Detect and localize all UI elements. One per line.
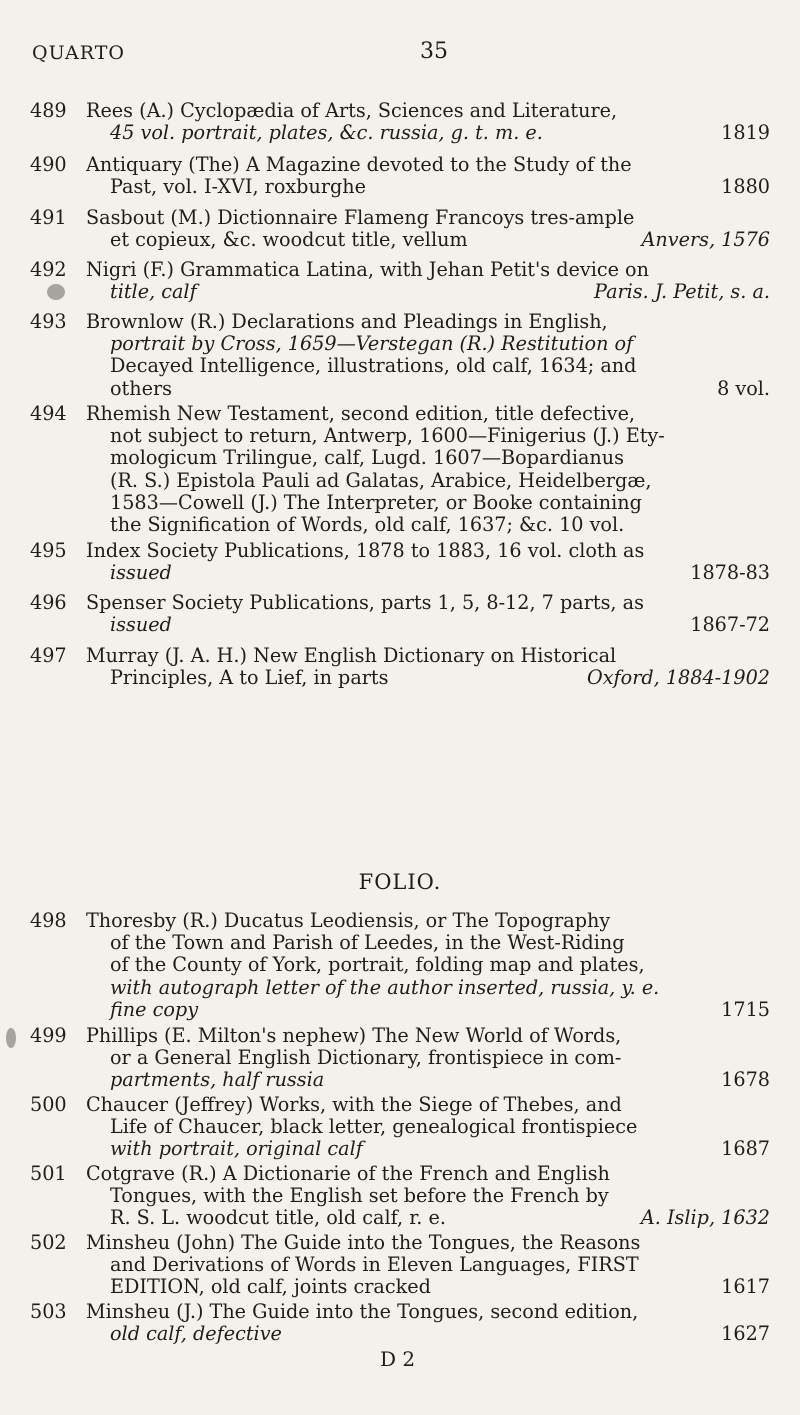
lot-line: with autograph letter of the author inserted, russia, y. e. <box>110 976 660 999</box>
lot-volumes: 8 vol. <box>717 377 770 400</box>
lot-491 <box>30 207 770 251</box>
lot-line: Minsheu (John) The Guide into the Tongues, the Reasons <box>86 1232 641 1254</box>
lot-503 <box>30 1301 770 1345</box>
lot-line: Decayed Intelligence, illustrations, old calf, 1634; and <box>110 355 637 378</box>
lot-line: Phillips (E. Milton's nephew) The New World of Words, <box>86 1025 622 1047</box>
lot-date: Anvers, 1576 <box>641 229 770 252</box>
lot-detail: old calf, defective <box>110 1323 282 1346</box>
lot-line: Spenser Society Publications, parts 1, 5, 8-12, 7 parts, as <box>86 592 644 614</box>
lot-line <box>86 229 770 251</box>
lot-number: 489 <box>30 99 67 122</box>
lot-line: mologicum Trilingue, calf, Lugd. 1607—Bopardianus <box>110 447 624 470</box>
lot-date: 1715 <box>721 998 770 1021</box>
lot-490 <box>30 154 770 198</box>
lot-date: 1678 <box>721 1069 770 1092</box>
running-title: QUARTO <box>32 42 125 64</box>
lot-line <box>86 1323 770 1345</box>
lot-line: Tongues, with the English set before the French by <box>110 1185 609 1208</box>
lot-line <box>86 1138 770 1160</box>
lot-line: Brownlow (R.) Declarations and Pleadings in English, <box>86 311 608 333</box>
lot-line <box>86 176 770 198</box>
lot-number: 497 <box>30 644 67 667</box>
lot-495 <box>30 540 770 584</box>
lot-detail: issued <box>110 562 172 585</box>
lot-detail: with portrait, original calf <box>110 1138 363 1161</box>
lot-494 <box>30 403 770 536</box>
lot-499 <box>30 1025 770 1092</box>
lot-500 <box>30 1094 770 1161</box>
lot-493 <box>30 311 770 400</box>
lot-date: A. Islip, 1632 <box>640 1207 770 1230</box>
running-header <box>32 39 772 72</box>
lot-number: 499 <box>30 1024 67 1047</box>
lot-line: Thoresby (R.) Ducatus Leodiensis, or The Topography <box>86 910 611 932</box>
lot-number: 495 <box>30 539 67 562</box>
lot-number: 493 <box>30 310 67 333</box>
lot-line <box>86 999 770 1021</box>
lot-line: Nigri (F.) Grammatica Latina, with Jehan Petit's device on <box>86 259 649 281</box>
lot-number: 494 <box>30 402 67 425</box>
lot-detail: EDITION, old calf, joints cracked <box>110 1276 431 1299</box>
lot-line: Life of Chaucer, black letter, genealogical frontispiece <box>110 1116 638 1139</box>
lot-line: Rees (A.) Cyclopædia of Arts, Sciences and Literature, <box>86 100 618 122</box>
lot-number: 500 <box>30 1093 67 1116</box>
lot-489 <box>30 100 770 144</box>
lot-detail: 45 vol. portrait, plates, &c. russia, g. t. m. e. <box>110 122 543 145</box>
lot-line: or a General English Dictionary, frontispiece in com- <box>110 1047 622 1070</box>
lot-detail: issued <box>110 614 172 637</box>
lot-number: 490 <box>30 153 67 176</box>
lot-line: Index Society Publications, 1878 to 1883, 16 vol. cloth as <box>86 540 645 562</box>
lot-501 <box>30 1163 770 1230</box>
lot-line <box>86 378 770 400</box>
lot-detail: title, calf <box>110 281 197 304</box>
lot-502 <box>30 1232 770 1299</box>
lot-line: Antiquary (The) A Magazine devoted to the Study of the <box>86 154 632 176</box>
lot-line: Cotgrave (R.) A Dictionarie of the French and English <box>86 1163 610 1185</box>
lot-date: 1880 <box>721 176 770 199</box>
lot-line: (R. S.) Epistola Pauli ad Galatas, Arabice, Heidelbergæ, <box>110 469 652 492</box>
lot-line: and Derivations of Words in Eleven Languages, FIRST <box>110 1254 639 1277</box>
section-heading-folio: FOLIO. <box>358 870 442 894</box>
lot-detail: Past, vol. I-XVI, roxburghe <box>110 176 366 199</box>
lot-line: Sasbout (M.) Dictionnaire Flameng Francoys tres-ample <box>86 207 635 229</box>
lot-detail: Principles, A to Lief, in parts <box>110 667 389 690</box>
lot-detail: others <box>110 377 172 400</box>
lot-date: 1687 <box>721 1138 770 1161</box>
lot-number: 492 <box>30 258 67 281</box>
lot-line: of the Town and Parish of Leedes, in the West-Riding <box>110 932 625 955</box>
lot-number: 498 <box>30 909 67 932</box>
lot-497 <box>30 645 770 689</box>
lot-line: Chaucer (Jeffrey) Works, with the Siege of Thebes, and <box>86 1094 622 1116</box>
lot-date: 1867-72 <box>690 614 770 637</box>
lot-detail: partments, half russia <box>110 1069 325 1092</box>
ink-blot-decoration <box>47 284 65 300</box>
lot-detail: fine copy <box>110 998 199 1021</box>
lot-line <box>86 281 770 303</box>
lot-date: Paris. J. Petit, s. a. <box>594 281 770 304</box>
lot-line <box>86 1069 770 1091</box>
lot-line <box>86 667 770 689</box>
lot-498 <box>30 910 770 1021</box>
lot-number: 491 <box>30 206 67 229</box>
signature-mark: D 2 <box>380 1347 416 1371</box>
lot-number: 502 <box>30 1231 67 1254</box>
page-number: 35 <box>420 39 448 64</box>
lot-line: 1583—Cowell (J.) The Interpreter, or Booke containing <box>110 491 642 514</box>
lot-date: 1617 <box>721 1276 770 1299</box>
lot-line <box>86 1207 770 1229</box>
lot-line <box>86 122 770 144</box>
lot-line: Minsheu (J.) The Guide into the Tongues, second edition, <box>86 1301 639 1323</box>
lot-line <box>86 562 770 584</box>
lot-detail: et copieux, &c. woodcut title, vellum <box>110 229 468 252</box>
lot-line: Murray (J. A. H.) New English Dictionary on Historical <box>86 645 617 667</box>
lot-line: portrait by Cross, 1659—Verstegan (R.) Restitution of <box>110 333 634 356</box>
lot-date: 1878-83 <box>690 562 770 585</box>
lot-line: not subject to return, Antwerp, 1600—Finigerius (J.) Ety- <box>110 425 665 448</box>
lot-496 <box>30 592 770 636</box>
lot-detail: R. S. L. woodcut title, old calf, r. e. <box>110 1207 446 1230</box>
lot-line: of the County of York, portrait, folding map and plates, <box>110 954 645 977</box>
lot-492 <box>30 259 770 303</box>
lot-line: Rhemish New Testament, second edition, title defective, <box>86 403 636 425</box>
lot-date: 1627 <box>721 1323 770 1346</box>
lot-number: 501 <box>30 1162 67 1185</box>
lot-number: 496 <box>30 591 67 614</box>
lot-date: Oxford, 1884-1902 <box>586 667 770 690</box>
lot-line <box>86 614 770 636</box>
lot-number: 503 <box>30 1300 67 1323</box>
lot-date: 1819 <box>721 122 770 145</box>
ink-mark-decoration <box>6 1028 16 1048</box>
lot-line <box>86 1276 770 1298</box>
lot-line: the Signification of Words, old calf, 1637; &c. 10 vol. <box>110 514 625 537</box>
